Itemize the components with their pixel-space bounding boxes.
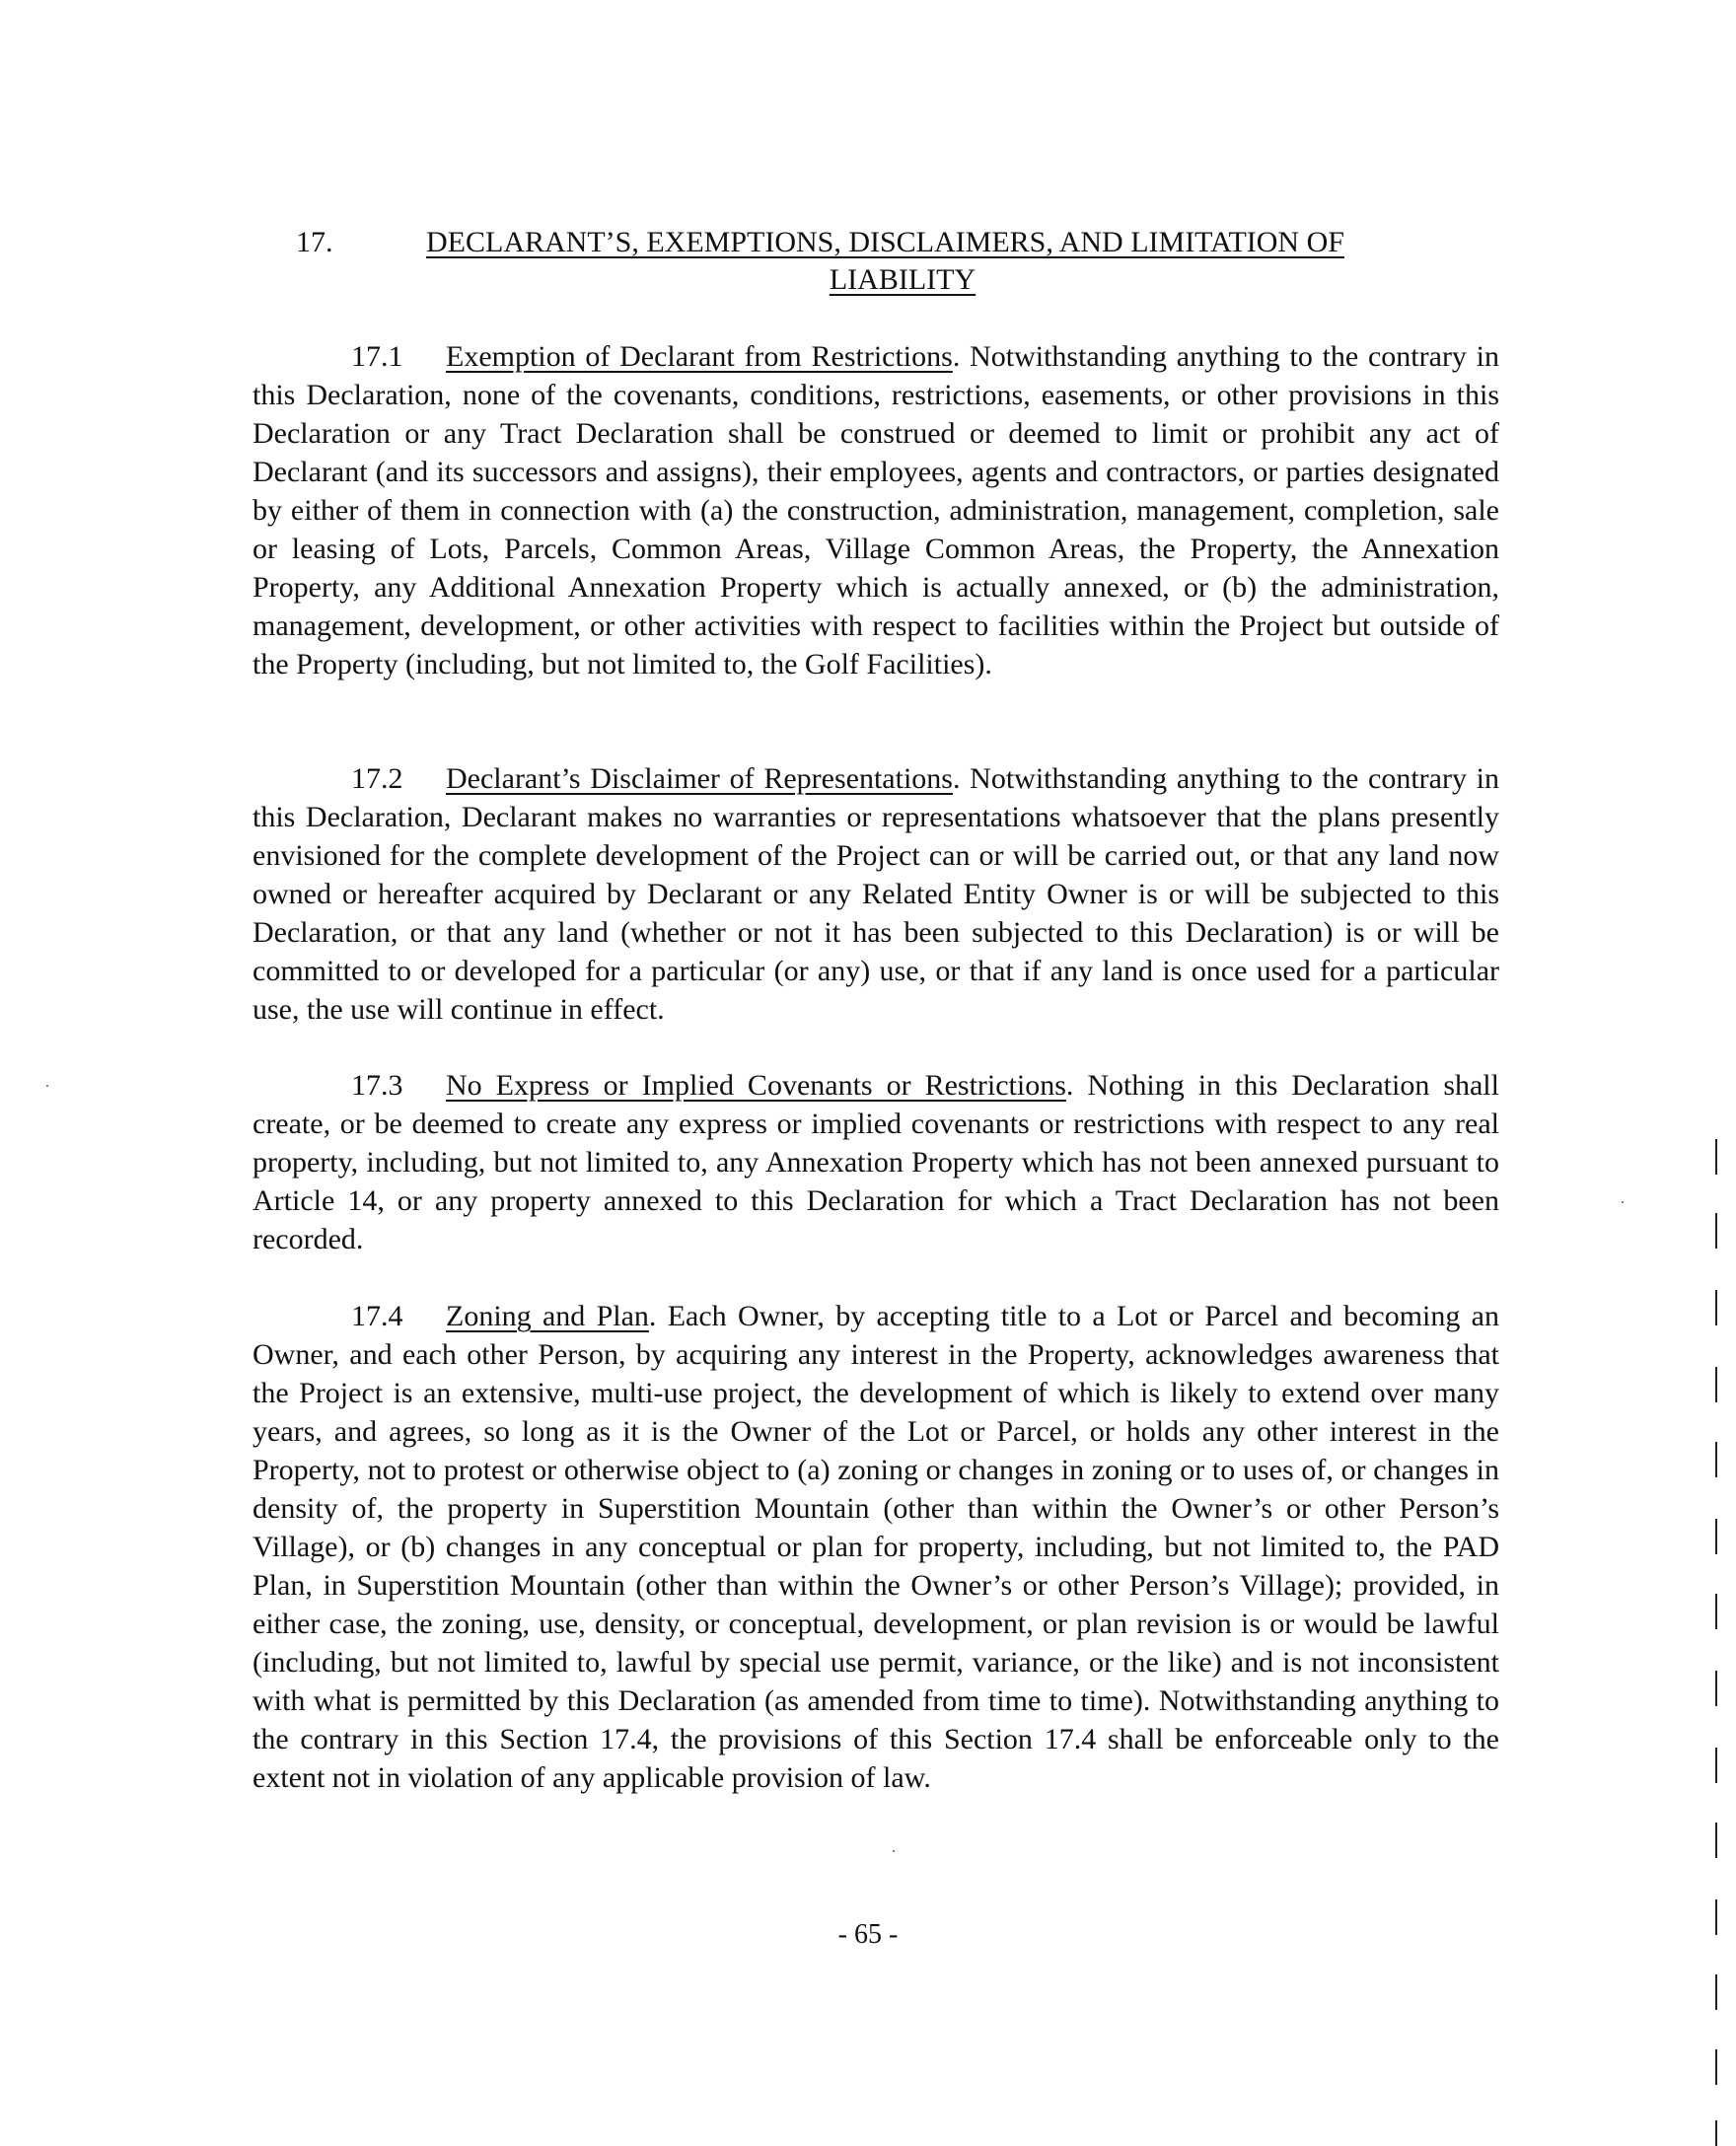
revision-bar [1715, 1367, 1717, 1402]
article-title-line1: DECLARANT’S, EXEMPTIONS, DISCLAIMERS, AND LIMITATION OF [426, 226, 1344, 258]
page-number: - 65 - [837, 1919, 899, 1950]
section-17-4 [253, 1297, 1499, 1797]
section-number: 17.3 [351, 1069, 403, 1102]
section-title: Declarant’s Disclaimer of Representations [446, 762, 953, 795]
section-title: No Express or Implied Covenants or Restrictions [446, 1069, 1066, 1102]
section-number: 17.1 [351, 340, 403, 373]
section-number: 17.4 [351, 1300, 403, 1332]
section-17-2 [253, 759, 1499, 1029]
scan-speck [46, 1085, 48, 1087]
revision-bar [1715, 2120, 1717, 2146]
scan-speck [1622, 1201, 1624, 1203]
revision-bar [1715, 1974, 1717, 2010]
scan-speck [893, 1850, 895, 1852]
revision-bar [1715, 1442, 1717, 1477]
section-body: . Nothing in this Declaration shall create, or be deemed to create any express or implied covenants or restrictions with respect to any real property, including, but not limited to, any Annexation Property which has not been annexed pursuant to Article 14, or any property annexed to this Declaration for which a Tract Declaration has not been recorded. [253, 1069, 1499, 1255]
revision-bar [1715, 1290, 1717, 1325]
section-body: . Notwithstanding anything to the contrary in this Declaration, Declarant makes no warranties or representations whatsoever that the plans presently envisioned for the complete development of the Project can or will be carried out, or that any land now owned or hereafter acquired by Declarant or any Related Entity Owner is or will be subjected to this Declaration, or that any land (whether or not it has been subjected to this Declaration) is or will be committed to or developed for a particular (or any) use, or that if any land is once used for a particular use, the use will continue in effect. [253, 762, 1499, 1026]
revision-bar [1715, 2049, 1717, 2085]
revision-bar [1715, 1748, 1717, 1783]
section-17-1 [253, 337, 1499, 683]
section-body: . Notwithstanding anything to the contrary in this Declaration, none of the covenants, conditions, restrictions, easements, or other provisions in this Declaration or any Tract Declaration shall be construed or deemed to limit or prohibit any act of Declarant (and its successors and assigns), their employees, agents and contractors, or parties designated by either of them in connection with (a) the construction, administration, management, completion, sale or leasing of Lots, Parcels, Common Areas, Village Common Areas, the Property, the Annexation Property, any Additional Annexation Property which is actually annexed, or (b) the administration, management, development, or other activities with respect to facilities within the Project but outside of the Property (including, but not limited to, the Golf Facilities). [253, 340, 1500, 680]
section-title: Exemption of Declarant from Restrictions [446, 340, 953, 373]
revision-bar [1715, 1823, 1717, 1858]
revision-bar [1715, 1594, 1717, 1629]
section-number: 17.2 [351, 762, 403, 795]
revision-bar [1715, 1213, 1717, 1249]
article-number: 17. [296, 226, 333, 258]
revision-bar [1715, 1671, 1717, 1706]
section-17-3 [253, 1066, 1499, 1258]
revision-bar [1715, 1139, 1717, 1175]
revision-bar [1715, 1519, 1717, 1554]
revision-bar [1715, 1899, 1717, 1935]
section-body: . Each Owner, by accepting title to a Lot or Parcel and becoming an Owner, and each other Person, by acquiring any interest in the Property, acknowledges awareness that the Project is an extensive, multi-use project, the development of which is likely to extend over many years, and agrees, so long as it is the Owner of the Lot or Parcel, or holds any other interest in the Property, not to protest or otherwise object to (a) zoning or changes in zoning or to uses of, or changes in density of, the property in Superstition Mountain (other than within the Owner’s or other Person’s Village), or (b) changes in any conceptual or plan for property, including, but not limited to, the PAD Plan, in Superstition Mountain (other than within the Owner’s or other Person’s Village); provided, in either case, the zoning, use, density, or conceptual, development, or plan revision is or would be lawful (including, but not limited to, lawful by special use permit, variance, or the like) and is not inconsistent with what is permitted by this Declaration (as amended from time to time). Notwithstanding anything to the contrary in this Section 17.4, the provisions of this Section 17.4 shall be enforceable only to the extent not in violation of any applicable provision of law. [253, 1300, 1500, 1794]
section-title: Zoning and Plan [446, 1300, 649, 1332]
article-title-line2: LIABILITY [829, 263, 976, 296]
